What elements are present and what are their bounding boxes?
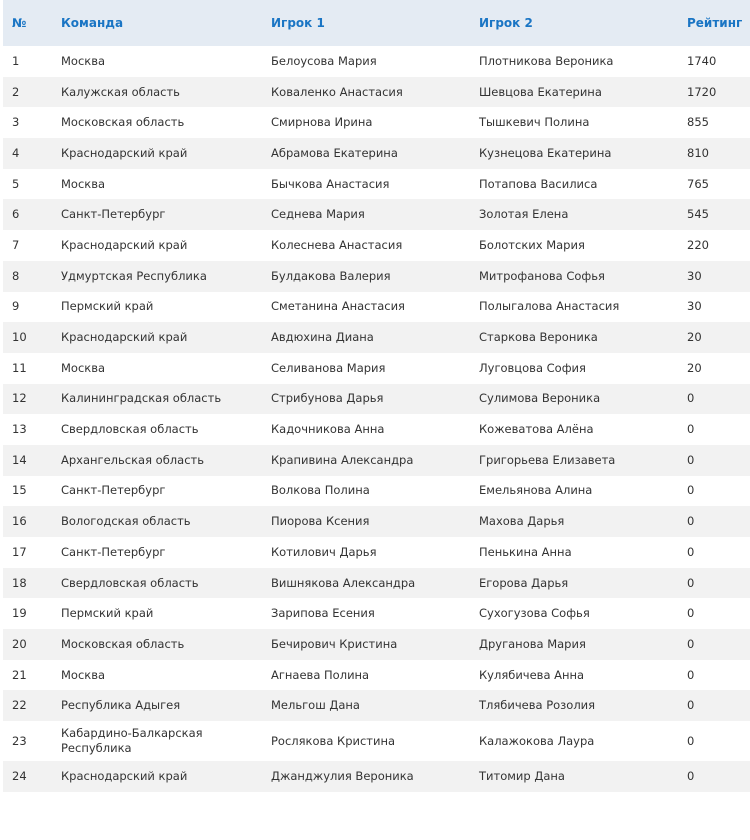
cell-rating: 0 [678, 476, 750, 507]
table-row [3, 199, 750, 230]
cell-player-2: Потапова Василиса [470, 169, 678, 200]
cell-rating: 30 [678, 292, 750, 323]
cell-number: 11 [3, 353, 52, 384]
cell-number: 12 [3, 384, 52, 415]
cell-rating: 1720 [678, 77, 750, 108]
cell-number: 19 [3, 598, 52, 629]
cell-player-2: Кожеватова Алёна [470, 414, 678, 445]
header-row [3, 0, 750, 46]
cell-player-1: Вишнякова Александра [262, 568, 470, 599]
cell-player-2: Кулябичева Анна [470, 660, 678, 691]
cell-player-2: Полыгалова Анастасия [470, 292, 678, 323]
cell-team: Москва [52, 169, 262, 200]
cell-player-2: Шевцова Екатерина [470, 77, 678, 108]
cell-player-2: Пенькина Анна [470, 537, 678, 568]
cell-player-2: Титомир Дана [470, 761, 678, 792]
cell-player-2: Кузнецова Екатерина [470, 138, 678, 169]
table-row [3, 77, 750, 108]
cell-number: 3 [3, 107, 52, 138]
cell-player-1: Волкова Полина [262, 476, 470, 507]
cell-team: Кабардино-Балкарская Республика [52, 721, 262, 761]
table-row [3, 568, 750, 599]
column-header-number[interactable]: № [3, 0, 52, 46]
cell-number: 17 [3, 537, 52, 568]
cell-rating: 0 [678, 598, 750, 629]
table-row [3, 169, 750, 200]
table-row [3, 46, 750, 77]
table-row [3, 476, 750, 507]
cell-number: 5 [3, 169, 52, 200]
cell-team: Краснодарский край [52, 761, 262, 792]
cell-rating: 855 [678, 107, 750, 138]
cell-player-1: Зарипова Есения [262, 598, 470, 629]
table-row [3, 660, 750, 691]
cell-player-1: Авдюхина Диана [262, 322, 470, 353]
cell-player-2: Золотая Елена [470, 199, 678, 230]
cell-number: 22 [3, 690, 52, 721]
cell-player-2: Болотских Мария [470, 230, 678, 261]
table-row [3, 761, 750, 792]
cell-number: 13 [3, 414, 52, 445]
cell-number: 1 [3, 46, 52, 77]
cell-player-1: Рослякова Кристина [262, 721, 470, 761]
cell-rating: 30 [678, 261, 750, 292]
column-header-player-1[interactable]: Игрок 1 [262, 0, 470, 46]
cell-player-2: Егорова Дарья [470, 568, 678, 599]
cell-player-1: Колеснева Анастасия [262, 230, 470, 261]
cell-player-1: Пиорова Ксения [262, 506, 470, 537]
column-header-player-2[interactable]: Игрок 2 [470, 0, 678, 46]
table-row [3, 230, 750, 261]
cell-number: 10 [3, 322, 52, 353]
cell-rating: 0 [678, 414, 750, 445]
cell-team: Москва [52, 46, 262, 77]
cell-rating: 0 [678, 445, 750, 476]
table-row [3, 445, 750, 476]
cell-rating: 0 [678, 761, 750, 792]
table-row [3, 537, 750, 568]
cell-number: 20 [3, 629, 52, 660]
cell-player-2: Григорьева Елизавета [470, 445, 678, 476]
cell-player-2: Сулимова Вероника [470, 384, 678, 415]
cell-player-1: Смирнова Ирина [262, 107, 470, 138]
table-row [3, 107, 750, 138]
cell-number: 9 [3, 292, 52, 323]
cell-team: Краснодарский край [52, 138, 262, 169]
cell-number: 2 [3, 77, 52, 108]
cell-player-1: Крапивина Александра [262, 445, 470, 476]
table-row [3, 261, 750, 292]
cell-team: Свердловская область [52, 414, 262, 445]
cell-player-1: Бечирович Кристина [262, 629, 470, 660]
table-row [3, 322, 750, 353]
cell-player-2: Тышкевич Полина [470, 107, 678, 138]
cell-number: 23 [3, 721, 52, 761]
cell-player-1: Коваленко Анастасия [262, 77, 470, 108]
cell-team: Калужская область [52, 77, 262, 108]
cell-number: 16 [3, 506, 52, 537]
cell-team: Архангельская область [52, 445, 262, 476]
cell-player-1: Котилович Дарья [262, 537, 470, 568]
cell-player-2: Махова Дарья [470, 506, 678, 537]
cell-team: Москва [52, 660, 262, 691]
cell-team: Краснодарский край [52, 230, 262, 261]
cell-team: Пермский край [52, 292, 262, 323]
cell-team: Московская область [52, 629, 262, 660]
table-row [3, 721, 750, 761]
cell-team: Калининградская область [52, 384, 262, 415]
table-header [3, 0, 750, 46]
table-row [3, 690, 750, 721]
cell-team: Удмуртская Республика [52, 261, 262, 292]
table-row [3, 353, 750, 384]
cell-player-2: Сухогузова Софья [470, 598, 678, 629]
cell-player-2: Тлябичева Розолия [470, 690, 678, 721]
cell-rating: 0 [678, 506, 750, 537]
cell-player-1: Белоусова Мария [262, 46, 470, 77]
cell-number: 24 [3, 761, 52, 792]
cell-player-2: Луговцова София [470, 353, 678, 384]
cell-player-1: Сметанина Анастасия [262, 292, 470, 323]
cell-team: Москва [52, 353, 262, 384]
table-row [3, 292, 750, 323]
cell-rating: 810 [678, 138, 750, 169]
cell-number: 6 [3, 199, 52, 230]
cell-player-1: Булдакова Валерия [262, 261, 470, 292]
cell-player-1: Агнаева Полина [262, 660, 470, 691]
cell-rating: 0 [678, 629, 750, 660]
cell-player-2: Старкова Вероника [470, 322, 678, 353]
cell-team: Пермский край [52, 598, 262, 629]
cell-team: Вологодская область [52, 506, 262, 537]
table-body [3, 46, 750, 792]
cell-number: 7 [3, 230, 52, 261]
cell-player-1: Седнева Мария [262, 199, 470, 230]
cell-player-2: Митрофанова Софья [470, 261, 678, 292]
cell-team: Республика Адыгея [52, 690, 262, 721]
cell-rating: 0 [678, 721, 750, 761]
cell-rating: 0 [678, 537, 750, 568]
cell-number: 14 [3, 445, 52, 476]
cell-player-2: Емельянова Алина [470, 476, 678, 507]
cell-player-1: Абрамова Екатерина [262, 138, 470, 169]
cell-rating: 545 [678, 199, 750, 230]
cell-number: 18 [3, 568, 52, 599]
cell-player-2: Калажокова Лаура [470, 721, 678, 761]
table-row [3, 629, 750, 660]
cell-number: 8 [3, 261, 52, 292]
cell-team: Санкт-Петербург [52, 537, 262, 568]
cell-rating: 20 [678, 322, 750, 353]
cell-player-1: Мельгош Дана [262, 690, 470, 721]
table-row [3, 506, 750, 537]
table-row [3, 598, 750, 629]
cell-rating: 0 [678, 660, 750, 691]
cell-rating: 765 [678, 169, 750, 200]
cell-rating: 20 [678, 353, 750, 384]
cell-player-1: Кадочникова Анна [262, 414, 470, 445]
cell-rating: 0 [678, 384, 750, 415]
cell-player-1: Селиванова Мария [262, 353, 470, 384]
cell-rating: 220 [678, 230, 750, 261]
cell-player-1: Джанджулия Вероника [262, 761, 470, 792]
cell-team: Краснодарский край [52, 322, 262, 353]
cell-team: Санкт-Петербург [52, 476, 262, 507]
cell-team: Санкт-Петербург [52, 199, 262, 230]
cell-number: 4 [3, 138, 52, 169]
cell-rating: 0 [678, 568, 750, 599]
cell-team: Московская область [52, 107, 262, 138]
rating-table [3, 0, 750, 792]
cell-player-1: Стрибунова Дарья [262, 384, 470, 415]
cell-number: 21 [3, 660, 52, 691]
table-row [3, 384, 750, 415]
table-row [3, 138, 750, 169]
cell-number: 15 [3, 476, 52, 507]
cell-player-2: Плотникова Вероника [470, 46, 678, 77]
cell-team: Свердловская область [52, 568, 262, 599]
column-header-team[interactable]: Команда [52, 0, 262, 46]
cell-player-1: Бычкова Анастасия [262, 169, 470, 200]
cell-rating: 1740 [678, 46, 750, 77]
cell-rating: 0 [678, 690, 750, 721]
column-header-rating[interactable]: Рейтинг [678, 0, 750, 46]
cell-player-2: Друганова Мария [470, 629, 678, 660]
table-row [3, 414, 750, 445]
